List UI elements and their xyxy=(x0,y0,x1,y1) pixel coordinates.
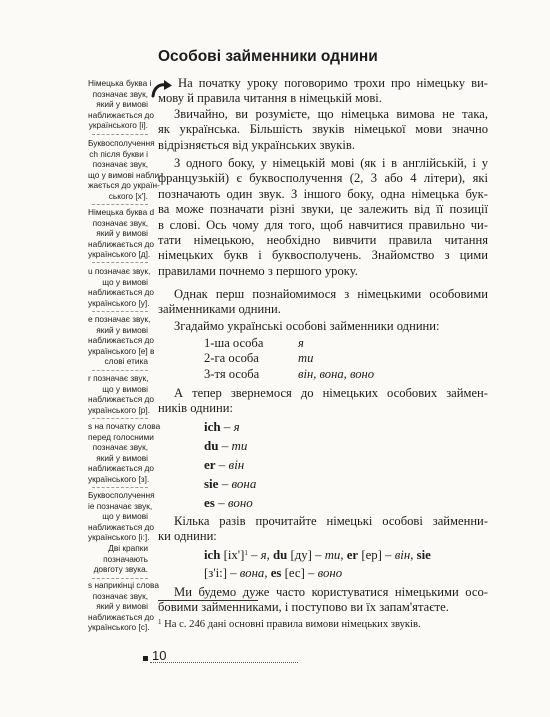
transcription-line-2: [з'і:] – вона, es [ес] – воно xyxy=(204,566,343,580)
margin-note-ch: Буквосполучення ch після букви i позначає звук, що у вимові набли- жається до україн- ського [х']. xyxy=(88,138,162,201)
page-number: 10 xyxy=(152,648,167,663)
margin-divider xyxy=(92,262,148,263)
margin-note-s-final: s наприкінці слова позначає звук, який у вимові наближається до українського [с]. xyxy=(88,580,159,633)
paragraph-intro-cont: мову й правила читання в німецькій мові. xyxy=(158,91,382,106)
table-row: 3-тя особа він, вона, воно xyxy=(204,366,375,381)
table-row: 1-ша особа я xyxy=(204,336,304,350)
margin-divider xyxy=(92,578,148,579)
margin-divider xyxy=(92,134,148,135)
table-row: 2-га особа ти xyxy=(204,351,314,366)
footnote: $^1$ На с. 246 дані основні правила вимови німецьких звуків. xyxy=(158,618,421,630)
page-marker-icon xyxy=(143,656,148,661)
transcription-line-1: ich $[іх']^1$ – я, du [ду] – ти, er [ер] – він, sie xyxy=(204,548,431,562)
paragraph-ukrainian-pronouns-intro: Згадаймо українські особові займенники однини: xyxy=(174,319,440,333)
paragraph-pronunciation: Звичайно, ви розумієте, що німецька вимова не така, як українська. Більшість звуків німецької мови значно відрізняється від українських звуків. xyxy=(158,107,488,152)
paragraph-read-aloud: Кілька разів прочитайте німецькі особові займенни- ки однини: xyxy=(158,514,488,544)
paragraph-letter-combinations: З одного боку, у німецькій мові (як і в англійській, і у французькій) є буквосполучення (2, 3 або 4 літери), які позначають один звук. З іншого боку, одна німецька бук- ва може позначати різні звуки, це залежить від її позиції в слові. Ось чому для того, щоб навчитися правильно чи- тати німецькою, необхідно вивчити правила читання німецьких букв і буквосполучень. Знайомство з цими правилами почнемо з першого уроку. xyxy=(158,156,488,278)
margin-note-i: Німецька буква i позначає звук, який у вимові наближається до українського [і]. xyxy=(88,78,154,131)
margin-note-d: Німецька буква d позначає звук, який у вимові наближається до українського [д]. xyxy=(88,207,155,260)
list-item: ich – я xyxy=(204,419,240,434)
ukrainian-pronoun-table xyxy=(204,336,374,382)
list-item: es – воно xyxy=(204,495,253,510)
paragraph-conclusion: Ми будемо дуже часто користуватися німецькими осо- бовими займенниками, і поступово ви їх запам'ятаєте. xyxy=(158,585,488,615)
margin-note-s-initial: s на початку слова перед голосними позначає звук, який у вимові наближається до українського [з]. xyxy=(88,421,161,484)
paragraph-german-pronouns-intro: А тепер звернемося до німецьких особових займен- ників однини: xyxy=(158,386,488,416)
list-item: du – ти xyxy=(204,438,248,453)
margin-divider xyxy=(92,204,148,205)
margin-divider xyxy=(92,487,148,488)
list-item: er – він xyxy=(204,457,245,472)
footnote-divider xyxy=(158,600,258,601)
page-title: Особові займенники однини xyxy=(158,48,378,65)
list-item: sie – вона xyxy=(204,476,257,491)
margin-note-r: r позначає звук, що у вимові наближається до українського [р]. xyxy=(88,373,154,415)
page-number-rule xyxy=(150,662,298,663)
margin-note-ie: Буквосполучення ie позначає звук, що у вимові наближається до українського [і:]. Дві крапки позначають довготу звука. xyxy=(88,490,155,575)
margin-note-u: u позначає звук, що у вимові наближається до українського [у]. xyxy=(88,266,154,308)
paragraph-transition: Однак перш познайомимося з німецькими особовими займенниками однини. xyxy=(158,287,488,317)
margin-note-e: e позначає звук, який у вимові наближається до українського [е] в слові етика xyxy=(88,314,155,367)
margin-divider xyxy=(92,418,148,419)
margin-divider xyxy=(92,311,148,312)
paragraph-intro: На початку уроку поговоримо трохи про німецьку ви- xyxy=(178,76,488,90)
german-pronoun-list xyxy=(204,419,256,514)
margin-divider xyxy=(92,370,148,371)
